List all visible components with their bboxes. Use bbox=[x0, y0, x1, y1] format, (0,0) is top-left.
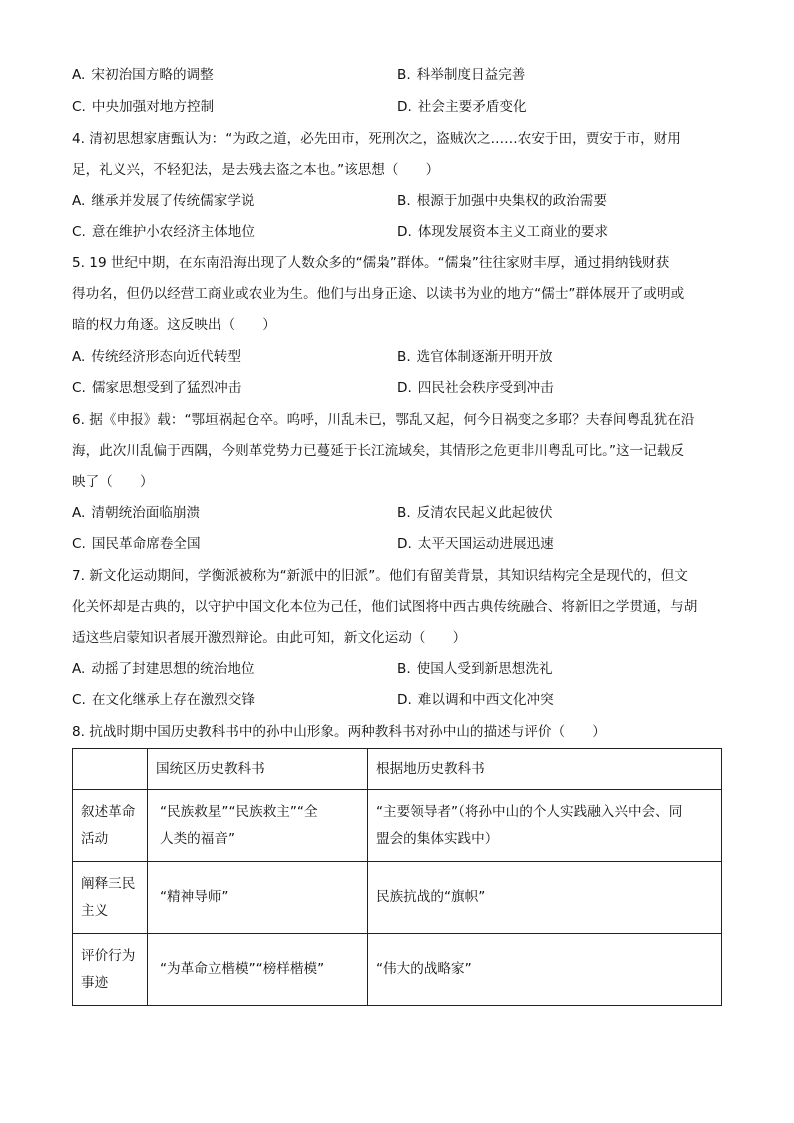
q4-options-row-1 bbox=[72, 189, 722, 213]
q6-option-d[interactable]: D. 太平天国运动进展迅速 bbox=[397, 536, 554, 552]
q3-option-c[interactable]: C. 中央加强对地方控制 bbox=[72, 99, 215, 115]
row-label: 阐释三民 主义 bbox=[73, 862, 148, 934]
table-header-col1: 国统区历史教科书 bbox=[148, 749, 368, 790]
table-header-corner bbox=[73, 749, 148, 790]
table-cell: “伟大的战略家” bbox=[368, 934, 722, 1006]
q3-option-d[interactable]: D. 社会主要矛盾变化 bbox=[397, 99, 527, 115]
q5-option-a[interactable]: A. 传统经济形态向近代转型 bbox=[72, 349, 241, 365]
row-label: 叙述革命 活动 bbox=[73, 790, 148, 862]
q8-comparison-table bbox=[72, 748, 722, 1006]
q3-option-a[interactable]: A. 宋初治国方略的调整 bbox=[72, 67, 214, 83]
q3-option-b[interactable]: B. 科举制度日益完善 bbox=[397, 67, 526, 83]
q4-option-b[interactable]: B. 根源于加强中央集权的政治需要 bbox=[397, 193, 607, 209]
table-row bbox=[73, 790, 722, 862]
q4-option-d[interactable]: D. 体现发展资本主义工商业的要求 bbox=[397, 224, 609, 240]
q5-option-b[interactable]: B. 选官体制逐渐开明开放 bbox=[397, 349, 553, 365]
q6-options-row-2 bbox=[72, 532, 722, 556]
q5-option-d[interactable]: D. 四民社会秩序受到冲击 bbox=[397, 380, 554, 396]
q4-options-row-2 bbox=[72, 220, 722, 244]
table-row bbox=[73, 862, 722, 934]
q7-options-row-2 bbox=[72, 688, 722, 712]
q4-stem: 4. 清初思想家唐甄认为：“为政之道，必先田市，死刑次之，盗贼次之……农安于田，贾安于市，财用 足，礼义兴，不轻犯法，是去残去盗之本也。”该思想（ ） bbox=[72, 131, 681, 179]
q5-option-c[interactable]: C. 儒家思想受到了猛烈冲击 bbox=[72, 380, 242, 396]
q6-stem: 6. 据《申报》载：“鄂垣祸起仓卒。呜呼，川乱未已，鄂乱又起，何今日祸变之多耶？夫春间粤乱犹在沿 海，此次川乱偏于西隅，今则革党势力已蔓延于长江流域矣，其情形之危更非川粤乱可比。”这一记载反 映了（ ） bbox=[72, 412, 695, 491]
q4-option-a[interactable]: A. 继承并发展了传统儒家学说 bbox=[72, 193, 255, 209]
q6-option-c[interactable]: C. 国民革命席卷全国 bbox=[72, 536, 201, 552]
q3-options-row-2 bbox=[72, 95, 722, 119]
table-cell: “民族救星”“民族救主”“全 人类的福音” bbox=[148, 790, 368, 862]
q6-options-row-1 bbox=[72, 501, 722, 525]
q7-option-c[interactable]: C. 在文化继承上存在激烈交锋 bbox=[72, 692, 255, 708]
q7-stem: 7. 新文化运动期间，学衡派被称为“新派中的旧派”。他们有留美背景，其知识结构完全是现代的，但文 化关怀却是古典的，以守护中国文化本位为己任，他们试图将中西古典传统融合、将新旧之学贯通，与胡 适这些启蒙知识者展开激烈辩论。由此可知，新文化运动（ ） bbox=[72, 568, 698, 647]
q7-option-b[interactable]: B. 使国人受到新思想洗礼 bbox=[397, 661, 553, 677]
q7-option-a[interactable]: A. 动摇了封建思想的统治地位 bbox=[72, 661, 255, 677]
table-header-row bbox=[73, 749, 722, 790]
q5-options-row-1 bbox=[72, 345, 722, 369]
table-cell: “主要领导者”（将孙中山的个人实践融入兴中会、同 盟会的集体实践中） bbox=[368, 790, 722, 862]
q7-options-row-1 bbox=[72, 657, 722, 681]
q5-stem: 5. 19 世纪中期，在东南沿海出现了人数众多的“儒枭”群体。“儒枭”往往家财丰厚，通过捐纳钱财获 得功名，但仍以经营工商业或农业为生。他们与出身正途、以读书为业的地方“儒士”群体展开了或明或 暗的权力角逐。这反映出（ ） bbox=[72, 255, 685, 334]
row-label: 评价行为 事迹 bbox=[73, 934, 148, 1006]
q8-stem: 8. 抗战时期中国历史教科书中的孙中山形象。两种教科书对孙中山的描述与评价（ ） bbox=[72, 724, 606, 740]
table-cell: “为革命立楷模”“榜样楷模” bbox=[148, 934, 368, 1006]
table-row bbox=[73, 934, 722, 1006]
table-cell: 民族抗战的“旗帜” bbox=[368, 862, 722, 934]
q3-options-row-1 bbox=[72, 63, 722, 87]
q4-option-c[interactable]: C. 意在维护小农经济主体地位 bbox=[72, 224, 255, 240]
table-cell: “精神导师” bbox=[148, 862, 368, 934]
q5-options-row-2 bbox=[72, 376, 722, 400]
table-header-col2: 根据地历史教科书 bbox=[368, 749, 722, 790]
q7-option-d[interactable]: D. 难以调和中西文化冲突 bbox=[397, 692, 554, 708]
q6-option-b[interactable]: B. 反清农民起义此起彼伏 bbox=[397, 505, 553, 521]
q6-option-a[interactable]: A. 清朝统治面临崩溃 bbox=[72, 505, 201, 521]
